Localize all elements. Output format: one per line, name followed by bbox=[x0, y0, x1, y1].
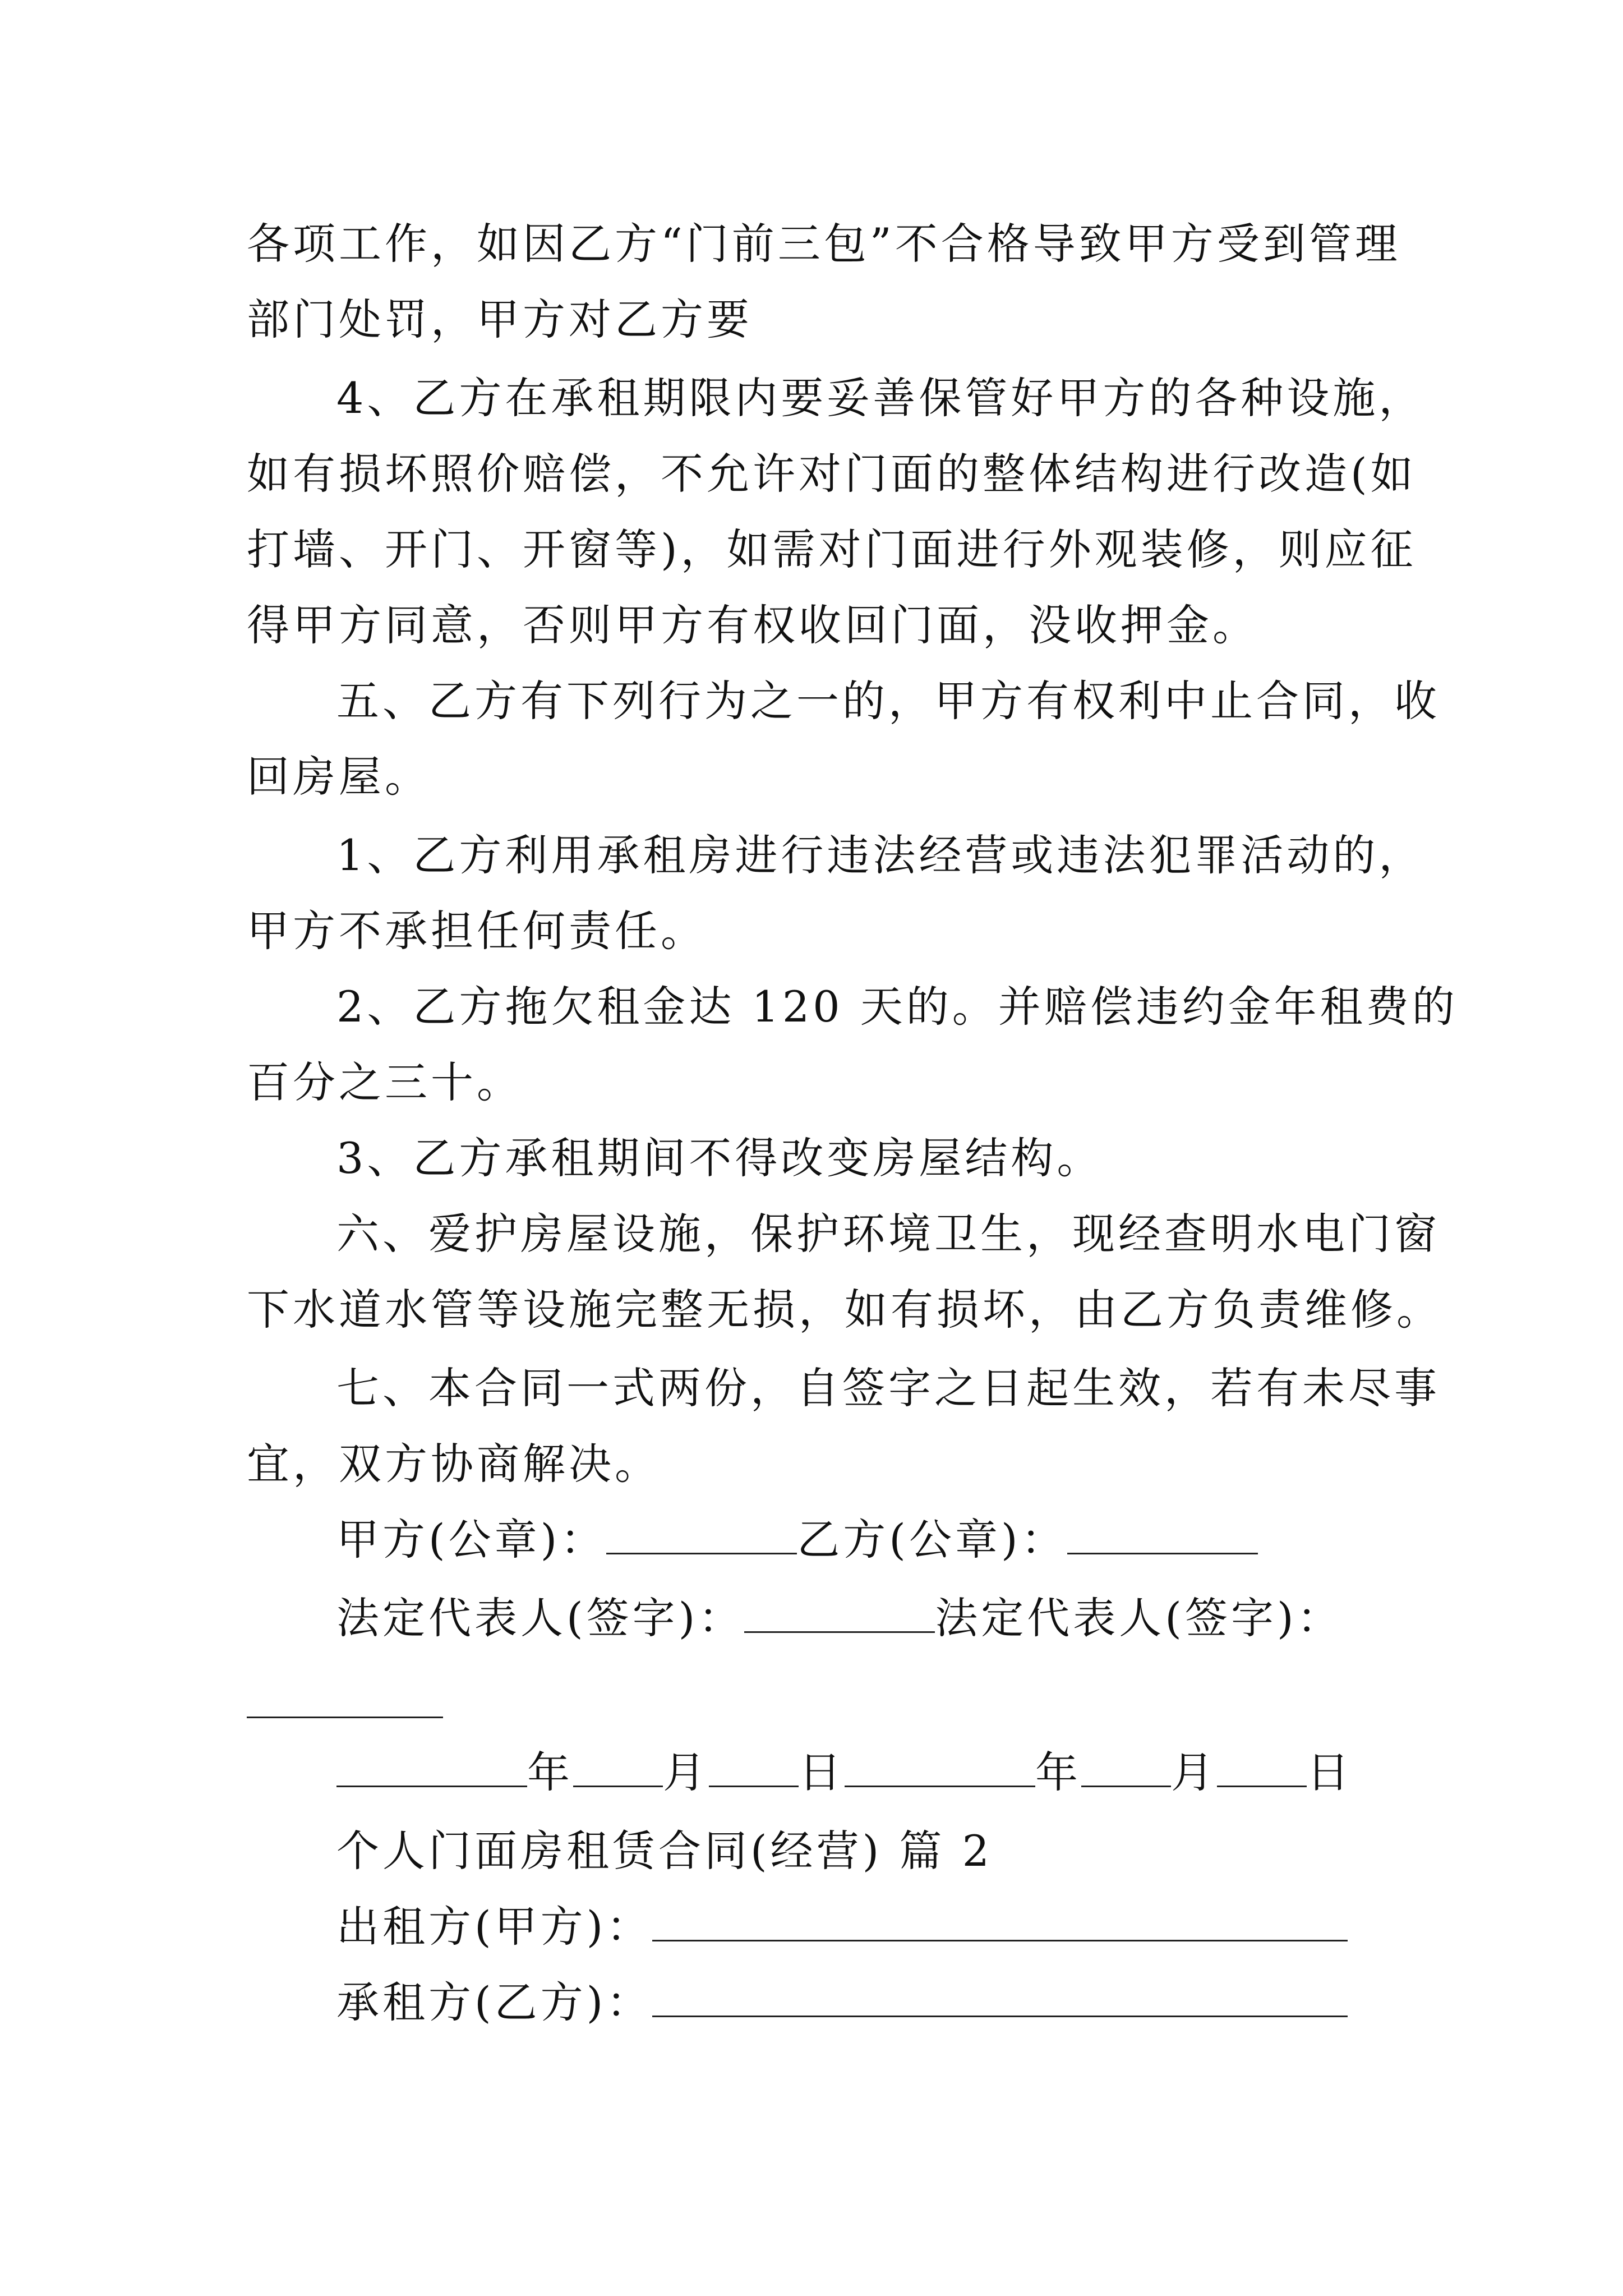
paragraph-line: 如有损坏照价赔偿，不允许对门面的整体结构进行改造(如 bbox=[247, 449, 1417, 499]
day-b-blank bbox=[1217, 1746, 1307, 1787]
representative-signature-line bbox=[336, 1590, 1343, 1646]
lessee-blank bbox=[652, 1976, 1348, 2017]
paragraph-line: 百分之三十。 bbox=[247, 1057, 523, 1107]
paragraph-line: 宜，双方协商解决。 bbox=[247, 1439, 661, 1489]
year-a-blank bbox=[336, 1746, 527, 1787]
rep-b-label: 法定代表人(签字)： bbox=[935, 1593, 1343, 1643]
seal-signature-line bbox=[336, 1512, 1258, 1568]
paragraph-line: 甲方不承担任何责任。 bbox=[247, 906, 707, 956]
party-b-seal-label: 乙方(公章)： bbox=[797, 1515, 1067, 1565]
rep-b-blank bbox=[247, 1717, 443, 1718]
date-line bbox=[336, 1745, 1353, 1801]
paragraph-line: 各项工作，如因乙方“门前三包”不合格导致甲方受到管理 bbox=[247, 219, 1401, 269]
paragraph-line: 3、乙方承租期间不得改变房屋结构。 bbox=[336, 1133, 1103, 1183]
section-title: 个人门面房租赁合同(经营) 篇 2 bbox=[336, 1826, 993, 1876]
day-b-label: 日 bbox=[1307, 1747, 1353, 1797]
party-b-seal-blank bbox=[1067, 1513, 1258, 1554]
paragraph-line: 4、乙方在承租期限内要妥善保管好甲方的各种设施， bbox=[336, 373, 1425, 423]
paragraph-line: 部门处罚，甲方对乙方要 bbox=[247, 295, 753, 344]
lessee-line bbox=[336, 1975, 1348, 2031]
month-a-blank bbox=[573, 1746, 663, 1787]
party-a-seal-label: 甲方(公章)： bbox=[336, 1515, 607, 1565]
party-a-seal-blank bbox=[606, 1513, 797, 1554]
month-b-label: 月 bbox=[1171, 1747, 1217, 1797]
lessor-blank bbox=[652, 1901, 1348, 1941]
paragraph-line: 七、本合同一式两份，自签字之日起生效，若有未尽事 bbox=[336, 1363, 1440, 1413]
day-a-label: 日 bbox=[799, 1747, 845, 1797]
day-a-blank bbox=[709, 1746, 799, 1787]
paragraph-line: 1、乙方利用承租房进行违法经营或违法犯罪活动的， bbox=[336, 830, 1425, 880]
rep-a-label: 法定代表人(签字)： bbox=[336, 1593, 745, 1643]
lessor-line bbox=[336, 1899, 1348, 1955]
rep-a-blank bbox=[744, 1592, 935, 1633]
lessor-label: 出租方(甲方)： bbox=[336, 1902, 653, 1952]
year-b-blank bbox=[845, 1746, 1035, 1787]
paragraph-line: 下水道水管等设施完整无损，如有损坏，由乙方负责维修。 bbox=[247, 1285, 1442, 1335]
paragraph-line: 打墙、开门、开窗等)，如需对门面进行外观装修，则应征 bbox=[247, 524, 1417, 574]
lessee-label: 承租方(乙方)： bbox=[336, 1977, 653, 2027]
year-a-label: 年 bbox=[527, 1747, 573, 1797]
paragraph-line: 六、爱护房屋设施，保护环境卫生，现经查明水电门窗 bbox=[336, 1209, 1440, 1259]
paragraph-line: 回房屋。 bbox=[247, 752, 431, 802]
paragraph-line: 得甲方同意，否则甲方有权收回门面，没收押金。 bbox=[247, 600, 1258, 650]
month-b-blank bbox=[1081, 1746, 1171, 1787]
paragraph-line: 五、乙方有下列行为之一的，甲方有权利中止合同，收 bbox=[336, 676, 1440, 726]
year-b-label: 年 bbox=[1035, 1747, 1081, 1797]
month-a-label: 月 bbox=[663, 1747, 709, 1797]
paragraph-line: 2、乙方拖欠租金达 120 天的。并赔偿违约金年租费的 bbox=[336, 982, 1458, 1032]
